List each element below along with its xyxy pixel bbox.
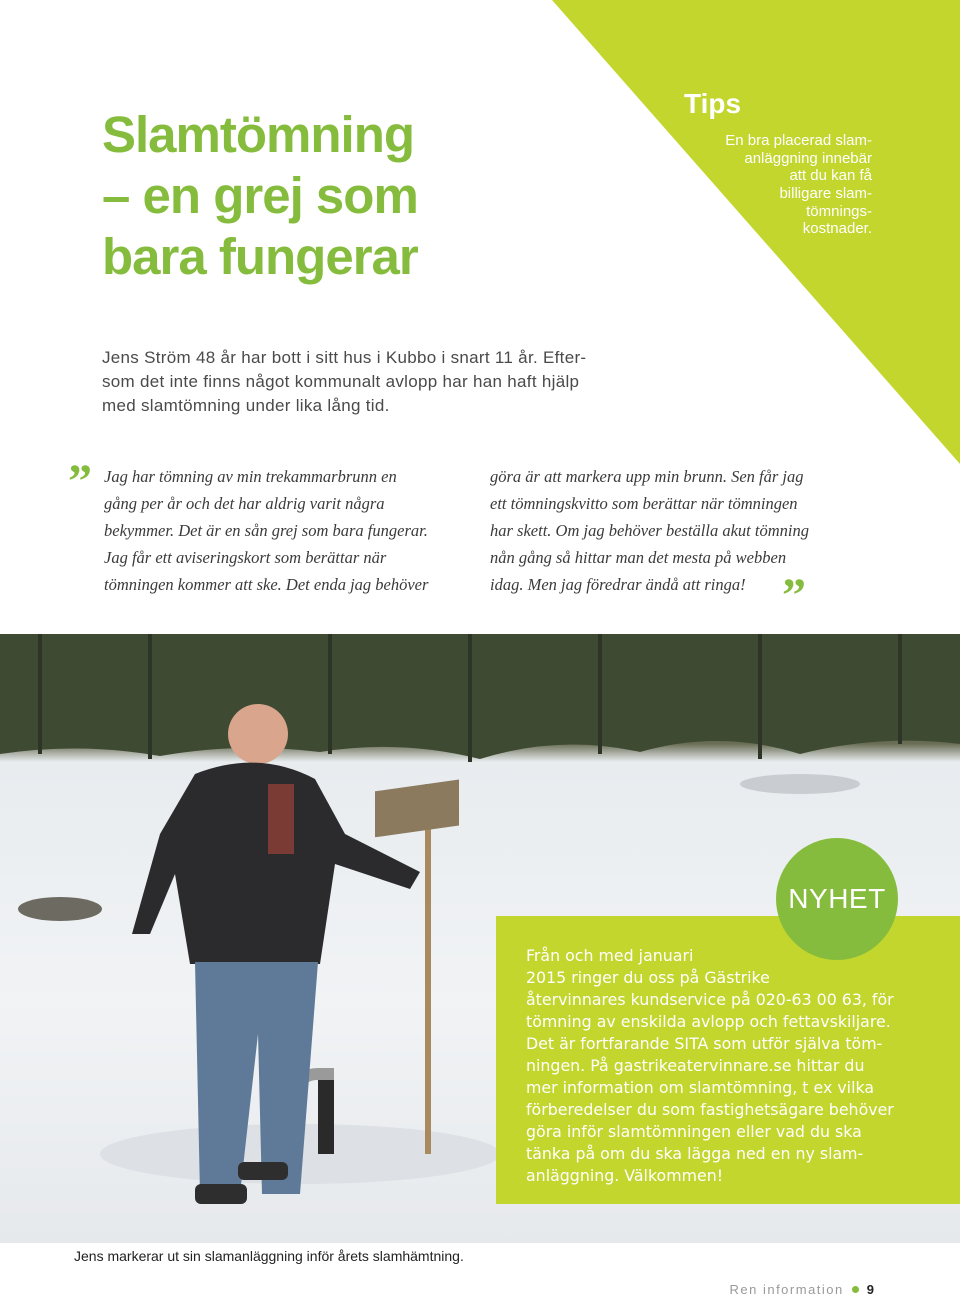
footer-dot-icon (852, 1286, 859, 1293)
nyhet-line: förberedelser du som fastighetsägare behöver (526, 1099, 894, 1119)
headline-line: – en grej som (102, 167, 418, 225)
quote-line: idag. Men jag föredrar ändå att ringa! (490, 574, 746, 594)
nyhet-line: 2015 ringer du oss på Gästrike (526, 967, 770, 987)
tips-line: tömnings- (806, 202, 872, 220)
nyhet-line: Från och med januari (526, 946, 694, 965)
quote-line: Jag har tömning av min trekammarbrunn en (104, 467, 397, 486)
nyhet-line: Det är fortfarande SITA som utför själva töm- (526, 1033, 883, 1053)
quote-line: nån gång så hittar man det mesta på webben (490, 547, 787, 567)
nyhet-line: tänka på om du ska lägga ned en ny slam- (526, 1143, 864, 1163)
nyhet-badge (776, 838, 898, 960)
tips-title: Tips (684, 88, 742, 119)
quote-line: har skett. Om jag behöver beställa akut tömning (490, 520, 809, 540)
nyhet-line: anläggning. Välkommen! (526, 1165, 724, 1185)
headline-line: bara fungerar (102, 228, 418, 286)
nyhet-text (526, 945, 946, 1186)
open-quote-icon: ” (68, 455, 92, 508)
intro-paragraph (102, 346, 642, 417)
nyhet-line: tömning av enskilda avlopp och fettavskiljare. (526, 1011, 891, 1031)
quote-left-column (104, 464, 428, 598)
tips-text (632, 132, 872, 238)
intro-line: med slamtömning under lika lång tid. (102, 395, 390, 415)
page-number: 9 (866, 1282, 874, 1297)
publication-name: Ren information (729, 1282, 844, 1297)
photo-caption: Jens markerar ut sin slamanläggning inför årets slamhämtning. (74, 1248, 464, 1264)
nyhet-label: NYHET (788, 883, 886, 914)
tips-line: anläggning innebär (744, 149, 872, 167)
tips-line: kostnader. (802, 220, 872, 238)
nyhet-line: återvinnares kundservice på 020-63 00 63, för (526, 989, 894, 1009)
intro-line: Jens Ström 48 år har bott i sitt hus i Kubbo i snart 11 år. Efter- (102, 348, 587, 367)
page-footer (729, 1282, 874, 1297)
quote-line: gång per år och det har aldrig varit några (104, 493, 385, 513)
tips-line: En bra placerad slam- (725, 132, 872, 149)
headline-line: Slamtömning (102, 106, 415, 163)
nyhet-line: göra inför slamtömningen eller vad du ska (526, 1121, 862, 1141)
quote-line: bekymmer. Det är en sån grej som bara fungerar. (104, 520, 428, 540)
quote-line: ett tömningskvitto som berättar när tömningen (490, 493, 798, 513)
nyhet-line: mer information om slamtömning, t ex vilka (526, 1077, 875, 1097)
page-headline (102, 104, 542, 288)
quote-line: Jag får ett aviseringskort som berättar när (104, 547, 387, 567)
close-quote-icon: ” (782, 569, 806, 622)
tips-line: att du kan få (789, 167, 872, 185)
nyhet-line: ningen. På gastrikeatervinnare.se hittar du (526, 1055, 865, 1075)
intro-line: som det inte finns något kommunalt avlopp har han haft hjälp (102, 371, 580, 391)
quote-right-column (490, 464, 809, 598)
quote-line: göra är att markera upp min brunn. Sen får jag (490, 467, 804, 486)
quote-line: tömningen kommer att ske. Det enda jag behöver (104, 574, 429, 594)
tips-line: billigare slam- (779, 185, 872, 203)
